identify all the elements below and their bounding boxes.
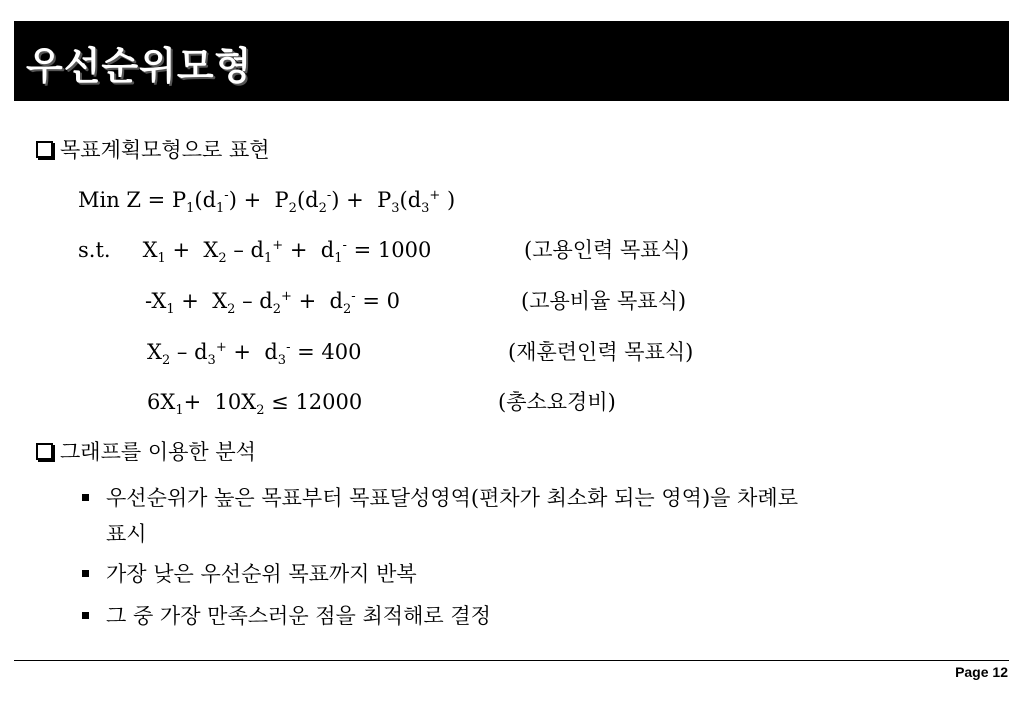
bullet-item: 그 중 가장 만족스러운 점을 최적해로 결정: [106, 604, 491, 628]
section-heading-text: 그래프를 이용한 분석: [60, 440, 256, 464]
constraint-3-note: (재훈련인력 목표식): [508, 340, 694, 364]
page-number: Page 12: [955, 664, 1008, 680]
section-heading-text: 목표계획모형으로 표현: [60, 138, 270, 162]
constraint-1-note: (고용인력 목표식): [524, 238, 690, 262]
section-heading-graph: [36, 439, 256, 465]
section-heading-model: [36, 137, 270, 163]
checkbox-bullet-icon: [36, 443, 53, 460]
square-bullet-icon: [82, 612, 89, 619]
bullet-item: 가장 낮은 우선순위 목표까지 반복: [106, 562, 417, 586]
constraint-4-note: (총소요경비): [498, 390, 616, 414]
constraint-2: $-X_1 + X_2 - d_2^+ + d_2^- = 0$: [145, 289, 401, 318]
footer-divider: [14, 660, 1009, 661]
square-bullet-icon: [82, 494, 89, 501]
constraint-3: $X_2 - d_3^+ + d_3^- = 400$: [147, 340, 362, 369]
title-bar: [14, 21, 1009, 101]
constraint-1: s.t. $X_1 + X_2 - d_1^+ + d_1^- = 1000$: [78, 238, 432, 267]
objective-function: Min $Z = P_1(d_1^-) + P_2(d_2^-) + P_3(d_3^+$ ): [78, 188, 456, 217]
square-bullet-icon: [82, 570, 89, 577]
bullet-item-continuation: 표시: [106, 522, 147, 546]
slide-title: 우선순위모형: [26, 44, 253, 88]
constraint-4: $6X_1+ 10X_2 \le 12000$: [147, 390, 363, 419]
checkbox-bullet-icon: [36, 141, 53, 158]
bullet-item: 우선순위가 높은 목표부터 목표달성영역(편차가 최소화 되는 영역)을 차례로: [106, 486, 798, 510]
constraint-2-note: (고용비율 목표식): [521, 289, 687, 313]
